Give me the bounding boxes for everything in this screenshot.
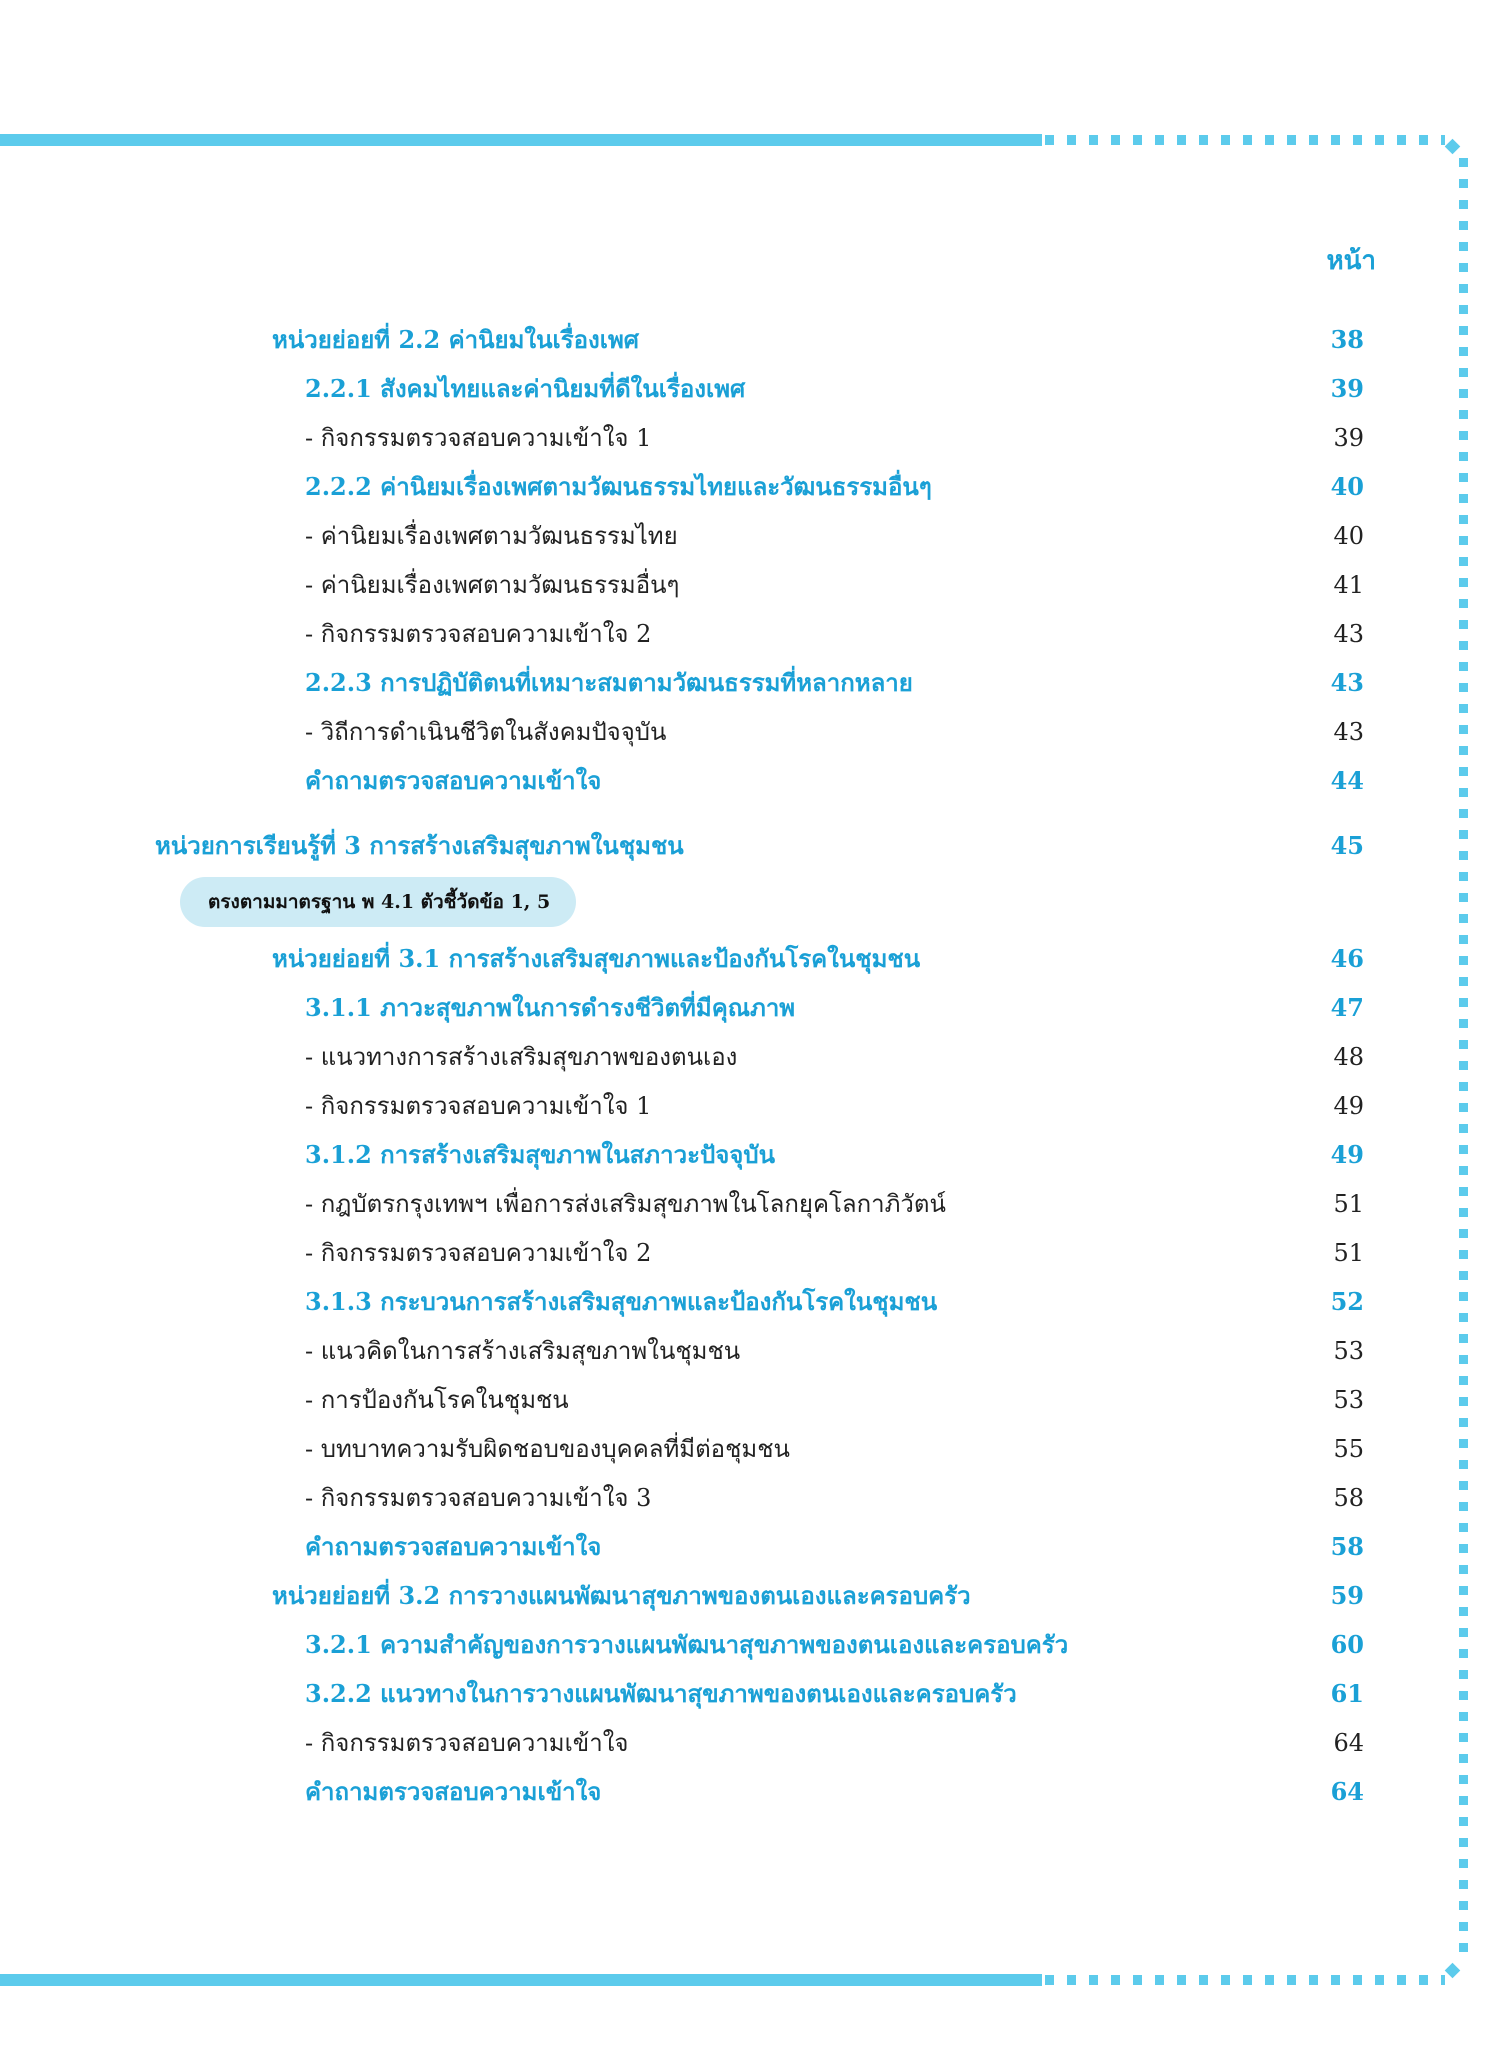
toc-entry-page: 59	[1330, 1581, 1364, 1610]
toc-entry-label: - กิจกรรมตรวจสอบความเข้าใจ 1	[305, 424, 652, 452]
toc-entry-section[interactable]	[0, 1625, 1496, 1665]
toc-entry-label: คำถามตรวจสอบความเข้าใจ	[305, 1777, 602, 1806]
toc-entry-label: หน่วยย่อยที่ 3.2 การวางแผนพัฒนาสุขภาพของตนเองและครอบครัว	[272, 1581, 971, 1610]
toc-entry-label: คำถามตรวจสอบความเข้าใจ	[305, 766, 602, 795]
toc-entry-label: 2.2.2 ค่านิยมเรื่องเพศตามวัฒนธรรมไทยและวัฒนธรรมอื่นๆ	[305, 472, 932, 501]
toc-entry-label: - กฎบัตรกรุงเทพฯ เพื่อการส่งเสริมสุขภาพในโลกยุคโลกาภิวัตน์	[305, 1190, 946, 1218]
toc-entry-label: - วิถีการดำเนินชีวิตในสังคมปัจจุบัน	[305, 718, 667, 746]
toc-entry-page: 64	[1330, 1777, 1364, 1806]
toc-entry-label: คำถามตรวจสอบความเข้าใจ	[305, 1532, 602, 1561]
toc-entry-label: - กิจกรรมตรวจสอบความเข้าใจ 2	[305, 1239, 652, 1267]
toc-entry-page: 40	[1333, 522, 1364, 550]
toc-entry-section[interactable]	[0, 1135, 1496, 1175]
top-right-corner-diamond	[1445, 139, 1461, 155]
toc-entry-label: - การป้องกันโรคในชุมชน	[305, 1386, 569, 1414]
top-frame-dots	[1045, 135, 1445, 145]
toc-entry-label: 2.2.3 การปฏิบัติตนที่เหมาะสมตามวัฒนธรรมที่หลากหลาย	[305, 668, 913, 697]
toc-entry-page: 40	[1330, 472, 1364, 501]
toc-entry-page: 53	[1333, 1386, 1364, 1414]
toc-entry-label: - ค่านิยมเรื่องเพศตามวัฒนธรรมอื่นๆ	[305, 571, 680, 599]
bottom-right-corner-diamond	[1445, 1963, 1461, 1979]
toc-entry-label: - บทบาทความรับผิดชอบของบุคคลที่มีต่อชุมชน	[305, 1435, 790, 1463]
toc-entry-item[interactable]	[0, 1086, 1496, 1126]
toc-entry-page: 48	[1333, 1043, 1364, 1071]
toc-entry-label: - กิจกรรมตรวจสอบความเข้าใจ	[305, 1729, 629, 1757]
toc-entry-label: - แนวทางการสร้างเสริมสุขภาพของตนเอง	[305, 1043, 738, 1071]
toc-entry-subunit[interactable]	[0, 320, 1496, 360]
toc-entry-label: - แนวคิดในการสร้างเสริมสุขภาพในชุมชน	[305, 1337, 741, 1365]
toc-entry-label: 3.2.2 แนวทางในการวางแผนพัฒนาสุขภาพของตนเองและครอบครัว	[305, 1679, 1017, 1708]
toc-entry-section[interactable]	[0, 1527, 1496, 1567]
toc-entry-item[interactable]	[0, 712, 1496, 752]
toc-entry-page: 45	[1330, 831, 1364, 860]
toc-entry-label: - กิจกรรมตรวจสอบความเข้าใจ 1	[305, 1092, 652, 1120]
toc-entry-item[interactable]	[0, 418, 1496, 458]
standard-badge-text: ตรงตามมาตรฐาน พ 4.1 ตัวชี้วัดข้อ 1, 5	[208, 891, 551, 913]
toc-entry-item[interactable]	[0, 1037, 1496, 1077]
toc-entry-label: - กิจกรรมตรวจสอบความเข้าใจ 2	[305, 620, 652, 648]
top-frame-bar	[0, 134, 1042, 146]
toc-entry-page: 58	[1333, 1484, 1364, 1512]
toc-entry-page: 58	[1330, 1532, 1364, 1561]
standard-badge	[180, 877, 576, 927]
toc-entry-page: 51	[1333, 1190, 1364, 1218]
toc-entry-item[interactable]	[0, 1331, 1496, 1371]
toc-entry-page: 43	[1330, 668, 1364, 697]
toc-entry-label: 3.1.2 การสร้างเสริมสุขภาพในสภาวะปัจจุบัน	[305, 1140, 775, 1169]
toc-entry-page: 38	[1330, 325, 1364, 354]
toc-entry-item[interactable]	[0, 565, 1496, 605]
toc-entry-page: 53	[1333, 1337, 1364, 1365]
toc-entry-page: 43	[1333, 718, 1364, 746]
toc-entry-unit[interactable]	[0, 826, 1496, 866]
toc-entry-item[interactable]	[0, 1184, 1496, 1224]
page-column-header: หน้า	[1326, 246, 1376, 276]
toc-entry-page: 41	[1333, 571, 1364, 599]
toc-entry-section[interactable]	[0, 1674, 1496, 1714]
toc-entry-label: 3.1.1 ภาวะสุขภาพในการดำรงชีวิตที่มีคุณภาพ	[305, 993, 796, 1022]
toc-entry-subunit[interactable]	[0, 939, 1496, 979]
toc-entry-page: 61	[1330, 1679, 1364, 1708]
toc-entry-section[interactable]	[0, 1772, 1496, 1812]
toc-entry-section[interactable]	[0, 1282, 1496, 1322]
toc-entry-section[interactable]	[0, 467, 1496, 507]
toc-entry-item[interactable]	[0, 1478, 1496, 1518]
toc-entry-page: 44	[1330, 766, 1364, 795]
toc-entry-page: 39	[1333, 424, 1364, 452]
toc-entry-item[interactable]	[0, 1380, 1496, 1420]
toc-entry-section[interactable]	[0, 369, 1496, 409]
toc-entry-section[interactable]	[0, 988, 1496, 1028]
toc-entry-page: 39	[1330, 374, 1364, 403]
bottom-frame-bar	[0, 1974, 1042, 1986]
toc-entry-subunit[interactable]	[0, 1576, 1496, 1616]
toc-entry-page: 64	[1333, 1729, 1364, 1757]
toc-entry-label: 3.2.1 ความสำคัญของการวางแผนพัฒนาสุขภาพของตนเองและครอบครัว	[305, 1630, 1069, 1659]
toc-entry-label: 3.1.3 กระบวนการสร้างเสริมสุขภาพและป้องกันโรคในชุมชน	[305, 1287, 938, 1316]
toc-entry-item[interactable]	[0, 1723, 1496, 1763]
toc-entry-label: หน่วยย่อยที่ 2.2 ค่านิยมในเรื่องเพศ	[272, 325, 640, 354]
toc-entry-page: 49	[1333, 1092, 1364, 1120]
toc-entry-page: 49	[1330, 1140, 1364, 1169]
toc-entry-section[interactable]	[0, 761, 1496, 801]
toc-entry-page: 55	[1333, 1435, 1364, 1463]
toc-entry-section[interactable]	[0, 663, 1496, 703]
toc-entry-page: 43	[1333, 620, 1364, 648]
toc-entry-page: 46	[1330, 944, 1364, 973]
toc-entry-label: หน่วยย่อยที่ 3.1 การสร้างเสริมสุขภาพและป้องกันโรคในชุมชน	[272, 944, 921, 973]
toc-entry-item[interactable]	[0, 614, 1496, 654]
toc-entry-item[interactable]	[0, 1429, 1496, 1469]
toc-entry-label: หน่วยการเรียนรู้ที่ 3 การสร้างเสริมสุขภาพในชุมชน	[155, 831, 684, 860]
toc-entry-page: 47	[1330, 993, 1364, 1022]
toc-entry-item[interactable]	[0, 1233, 1496, 1273]
toc-entry-label: 2.2.1 สังคมไทยและค่านิยมที่ดีในเรื่องเพศ	[305, 374, 746, 403]
toc-entry-item[interactable]	[0, 516, 1496, 556]
toc-entry-label: - กิจกรรมตรวจสอบความเข้าใจ 3	[305, 1484, 652, 1512]
toc-entry-page: 52	[1330, 1287, 1364, 1316]
toc-entry-page: 60	[1330, 1630, 1364, 1659]
toc-entry-label: - ค่านิยมเรื่องเพศตามวัฒนธรรมไทย	[305, 522, 678, 550]
bottom-frame-dots	[1045, 1975, 1445, 1985]
toc-entry-page: 51	[1333, 1239, 1364, 1267]
